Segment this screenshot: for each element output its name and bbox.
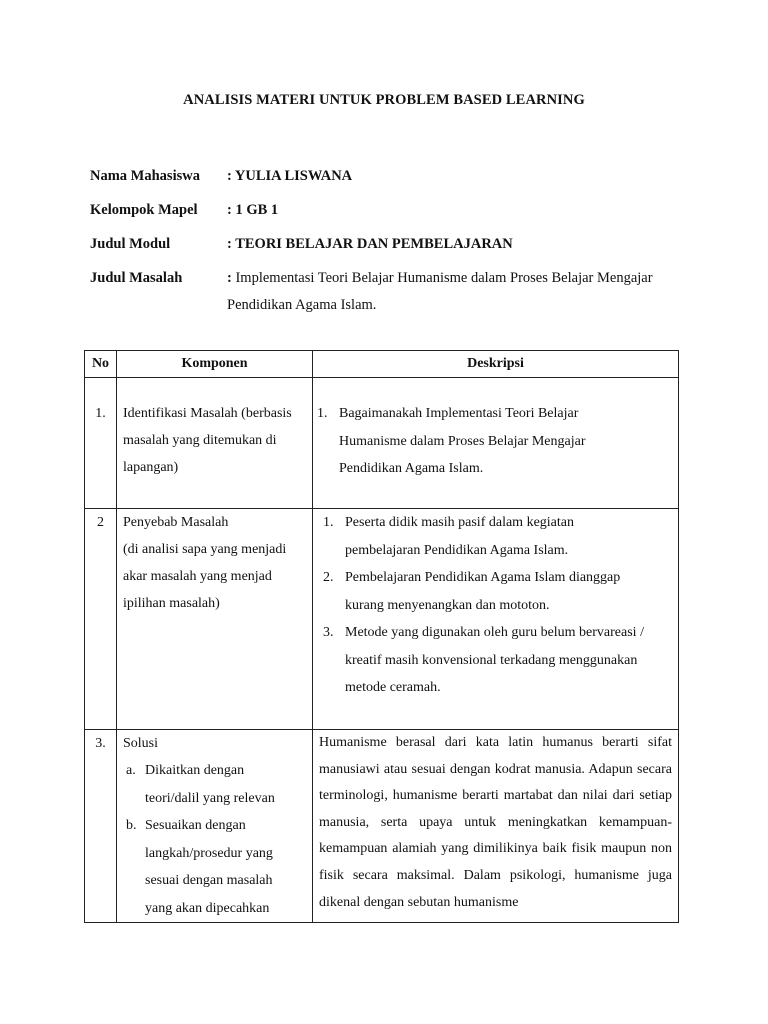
cell-no: 3. [85,730,117,923]
meta-value-line1: Implementasi Teori Belajar Humanisme dalam Proses Belajar Mengajar [231,270,653,286]
cell-komponen [117,730,313,923]
list-item: b. Sesuaikan dengan langkah/prosedur yang sesuai dengan masalah yang akan dipecahkan [126,812,312,922]
meta-label: Nama Mahasiswa [90,168,200,184]
komponen-line: Penyebab Masalah [123,515,229,530]
cell-no: 1. [85,378,117,509]
table-row [85,509,679,730]
meta-value: : TEORI BELAJAR DAN PEMBELAJARAN [227,236,513,252]
komponen-line: masalah yang ditemukan di [123,433,277,448]
list-item: 2. Pembelajaran Pendidikan Agama Islam dianggap kurang menyenangkan dan mototon. [323,564,678,619]
list-number: 1. [317,406,328,421]
analysis-table [84,350,679,923]
table-header-row [85,351,679,378]
page-title: ANALISIS MATERI UNTUK PROBLEM BASED LEARNING [183,92,585,108]
list-letter: b. [126,818,137,833]
header-deskripsi: Deskripsi [313,351,679,378]
cell-deskripsi [313,378,679,509]
komponen-title: Solusi [123,736,159,751]
header-komponen: Komponen [117,351,313,378]
list-number: 3. [323,625,334,640]
cell-komponen [117,509,313,730]
meta-label: Judul Masalah [90,270,183,286]
cell-deskripsi [313,509,679,730]
table-row [85,730,679,923]
meta-value: : YULIA LISWANA [227,168,353,184]
list-item: 3. Metode yang digunakan oleh guru belum bervareasi / kreatif masih konvensional terkadang menggunakan metode ceramah. [323,619,678,702]
list-item: 1. Peserta didik masih pasif dalam kegiatan pembelajaran Pendidikan Agama Islam. [323,509,678,564]
cell-komponen [117,378,313,509]
list-number: 2. [323,570,334,585]
header-no: No [85,351,117,378]
meta-value [227,265,677,319]
deskripsi-paragraph: Humanisme berasal dari kata latin humanus berarti sifat manusiawi atau sesuai dengan kodrat manusia. Adapun secara terminologi, humanisme berarti martabat dan nilai dari setiap manusia, serta upaya untuk meningkatkan kemampuan-kemampuan alamiah yang dimilikinya baik fisik maupun non fisik secara maksimal. Dalam psikologi, humanisme juga dikenal dengan sebutan humanisme [319,735,672,910]
komponen-line: Identifikasi Masalah (berbasis [123,406,292,421]
meta-label: Kelompok Mapel [90,202,198,218]
cell-deskripsi [313,730,679,923]
list-item: 1. Bagaimanakah Implementasi Teori Belajar Humanisme dalam Proses Belajar Mengajar Pendidikan Agama Islam. [317,400,678,483]
meta-label: Judul Modul [90,236,171,252]
komponen-line: (di analisi sapa yang menjadi [123,542,287,557]
cell-no: 2 [85,509,117,730]
meta-colon: : [227,270,232,286]
meta-value: : 1 GB 1 [227,202,279,218]
list-letter: a. [126,763,136,778]
list-item: a. Dikaitkan dengan teori/dalil yang relevan [126,757,312,812]
komponen-line: ipilihan masalah) [123,596,220,611]
komponen-line: akar masalah yang menjad [123,569,272,584]
table-row [85,378,679,509]
komponen-line: lapangan) [123,460,179,475]
list-number: 1. [323,515,334,530]
meta-value-line2: Pendidikan Agama Islam. [227,297,377,313]
